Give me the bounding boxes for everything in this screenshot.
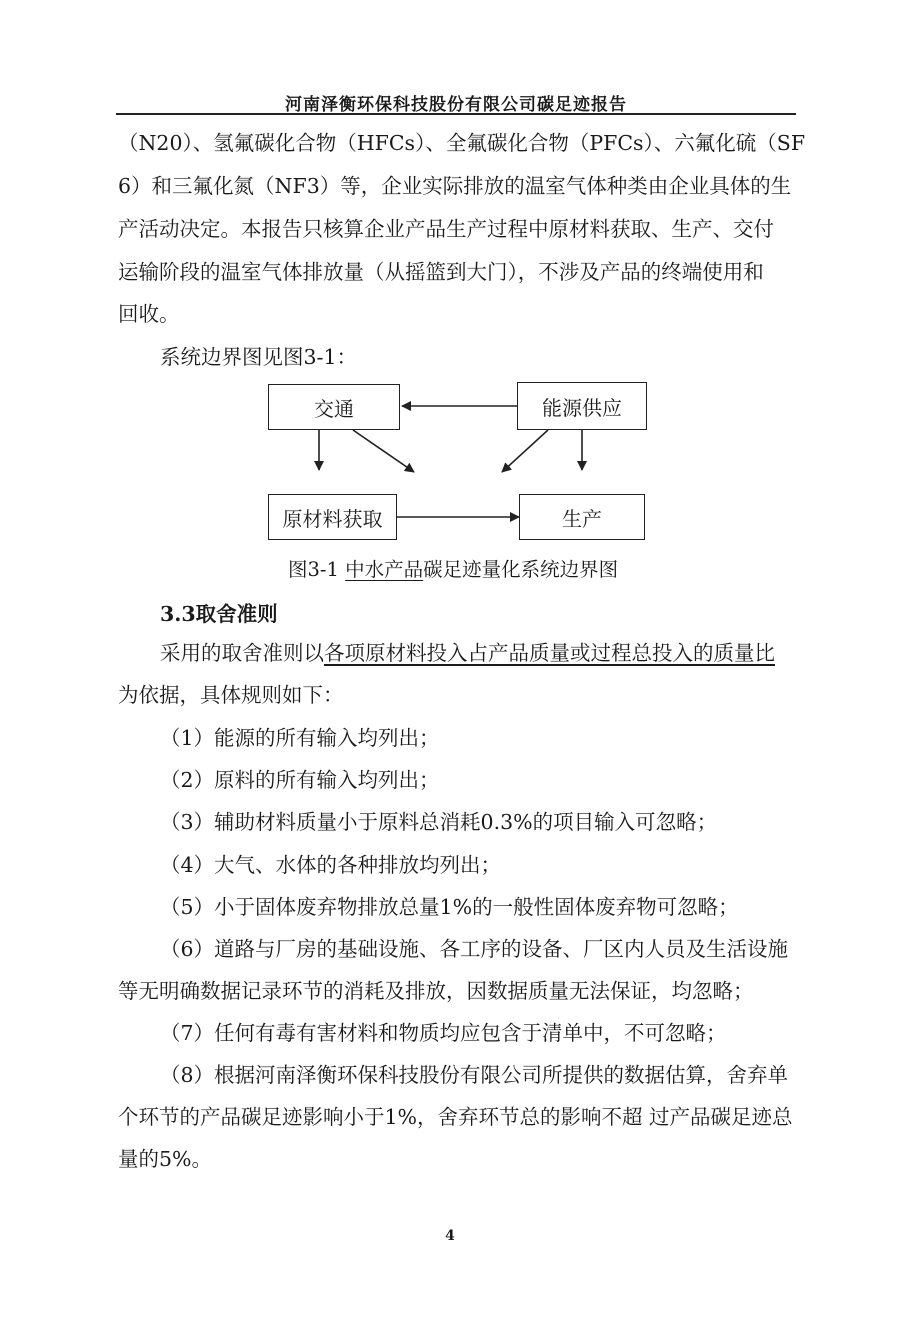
node-transport: 交通 [268,384,400,430]
para-prefix: 采用的取舍准则以 [160,641,324,665]
report-header-title: 河南泽衡环保科技股份有限公司碳足迹报告 [285,95,627,115]
rule-item: （7）任何有毒有害材料和物质均应包含于清单中，不可忽略； [160,1021,727,1045]
node-raw-material: 原材料获取 [268,494,397,540]
body-line: 6）和三氟化氮（NF3）等，企业实际排放的温室气体种类由企业具体的生 [118,174,792,198]
figure-caption [288,556,618,584]
section-heading: 3.3取舍准则 [160,602,278,626]
page-number: 4 [445,1228,455,1244]
rule-item: （4）大气、水体的各种排放均列出； [160,853,502,877]
rule-item: （2）原料的所有输入均列出； [160,768,440,792]
caption-underlined: 中水产品 [345,558,424,581]
arrow-transport-to-production [353,430,414,472]
node-production: 生产 [519,494,645,540]
node-energy-supply: 能源供应 [517,382,647,430]
section-paragraph-cont: 为依据，具体规则如下： [118,683,344,707]
rule-item: （6）道路与厂房的基础设施、各工序的设备、厂区内人员及生活设施 [160,937,789,961]
caption-prefix: 图3-1 [288,558,346,581]
rule-item: （8）根据河南泽衡环保科技股份有限公司所提供的数据估算，舍弃单 [160,1063,789,1087]
section-paragraph [160,639,775,667]
figure-reference: 系统边界图见图3-1： [160,345,358,369]
arrow-energy-to-raw-material [502,430,548,472]
rule-item: （1）能源的所有输入均列出； [160,726,440,750]
rule-item: （3）辅助材料质量小于原料总消耗0.3%的项目输入可忽略； [160,810,718,834]
rule-item-cont: 等无明确数据记录环节的消耗及排放，因数据质量无法保证，均忽略； [118,979,754,1003]
body-line: 产活动决定。本报告只核算企业产品生产过程中原材料获取、生产、交付 [118,217,774,241]
rule-item-cont: 个环节的产品碳足迹影响小于1%，舍弃环节总的影响不超 过产品碳足迹总 [118,1105,793,1129]
body-line: 回收。 [118,302,180,326]
body-line: （N20）、氢氟碳化合物（HFCs）、全氟碳化合物（PFCs）、六氟化硫（SF [118,131,806,155]
body-line: 运输阶段的温室气体排放量（从摇篮到大门），不涉及产品的终端使用和 [118,260,764,284]
caption-suffix: 碳足迹量化系统边界图 [423,558,619,581]
para-underlined: 各项原材料投入占产品质量或过程总投入的质量比 [324,641,775,665]
rule-item: （5）小于固体废弃物排放总量1%的一般性固体废弃物可忽略； [160,895,739,919]
rule-item-cont: 量的5%。 [118,1147,213,1171]
